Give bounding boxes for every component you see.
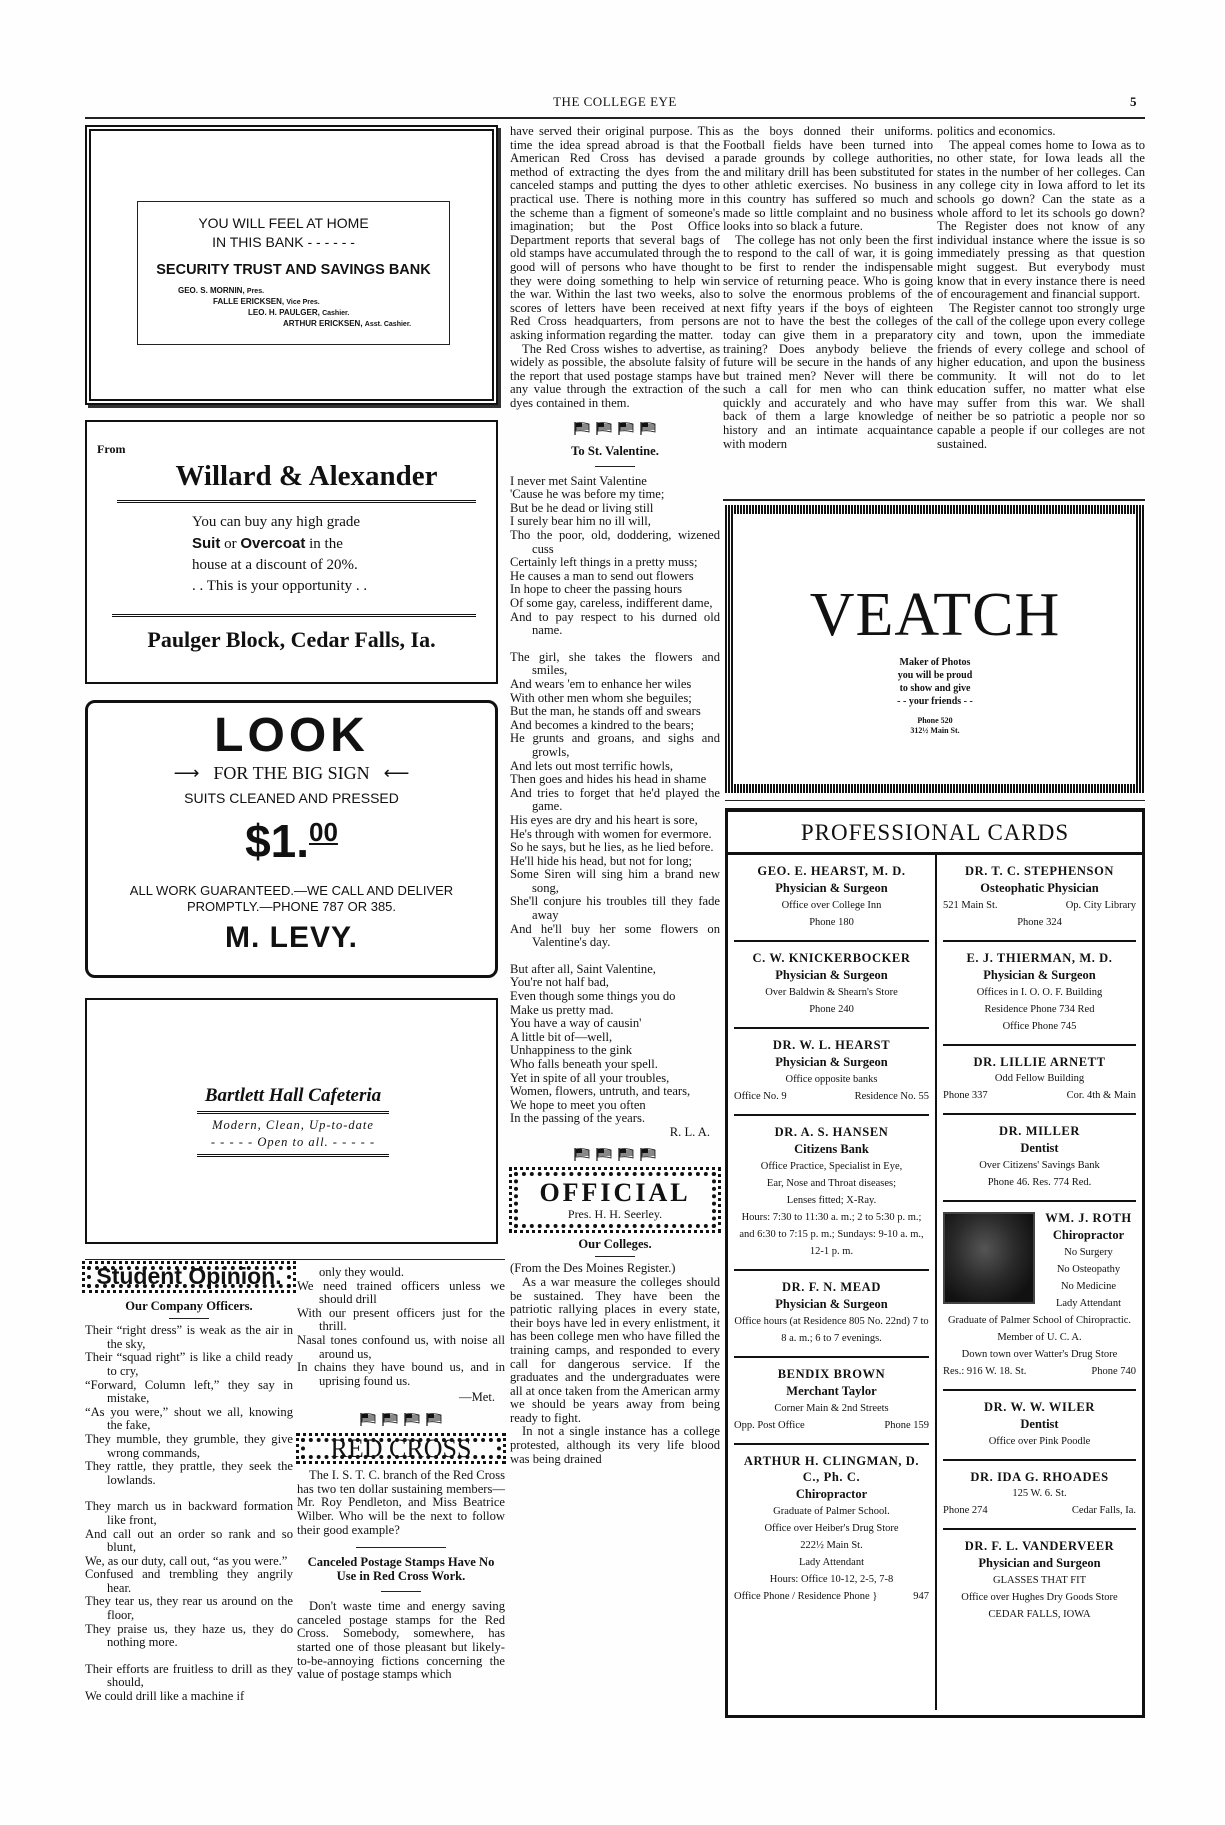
verse-line: In the passing of the years. (510, 1111, 645, 1126)
card-name: BENDIX BROWN (777, 1367, 886, 1381)
verse-line: Certainly left things in a pretty muss; (510, 555, 698, 570)
paragraph: In not a single instance has a college protested, although its very life blood was being drained (510, 1424, 720, 1466)
verse-line: Their “right dress” is weak as the air in the sky, (85, 1323, 293, 1351)
paragraph: have served their original purpose. This time the idea spread abroad is that the American Red Cross has devised a method of extracting the dyes from the canceled stamps and putting the dyes to practical use. There is nothing more in the scheme than a figment of someone's imagination; but the Post Office Department reports that several bags of old stamps have accumulated through the good will of persons who have thought they were doing something to help win the war. Within the last two weeks, also scores of letters have been received at Red Cross headquarters, from persons asking information regarding the matter. (510, 124, 720, 342)
verse-line: We need trained officers unless we should drill (297, 1278, 505, 1307)
verse-line: They praise us, they haze us, they do nothing more. (85, 1621, 293, 1650)
flags-ornament (510, 1148, 720, 1165)
paragraph: politics and economics. (937, 124, 1056, 138)
card-detail: Lady Attendant (798, 1557, 865, 1568)
professional-card (734, 855, 929, 942)
professional-card (734, 1116, 929, 1271)
article-source: (From the Des Moines Register.) (510, 1261, 676, 1276)
detail-left: 521 Main St. (943, 900, 998, 911)
verse-line: A little bit of—well, (510, 1029, 613, 1044)
card-detail: No Medicine (1060, 1281, 1117, 1292)
verse-line: They tear us, they rear us around on the floor, (85, 1594, 293, 1623)
card-name: E. J. THIERMAN, M. D. (966, 951, 1113, 965)
studio-contact (734, 716, 1136, 736)
card-detail: Ear, Nose and Throat diseases; (766, 1178, 897, 1189)
verse-line: Nasal tones confound us, with noise all around us, (297, 1332, 505, 1361)
price-cents: 00 (309, 817, 338, 847)
card-name: ARTHUR H. CLINGMAN, D. C., Ph. C. (743, 1454, 920, 1484)
verse-line: And wears 'em to enhance her wiles (510, 676, 692, 691)
card-role: Merchant Taylor (786, 1384, 877, 1398)
verse-line: Some Siren will sing him a brand new song, (510, 867, 720, 895)
detail-right: Cor. 4th & Main (1066, 1090, 1136, 1101)
poem-title: To St. Valentine. (571, 444, 659, 459)
detail-right: 947 (913, 1591, 929, 1602)
price-dollars: $1. (245, 815, 310, 867)
verse-line: Yet in spite of all your troubles, (510, 1070, 670, 1085)
card-name: DR. IDA G. RHOADES (970, 1470, 1109, 1484)
poem (297, 1280, 505, 1389)
card-detail: Phone 324 (1017, 917, 1062, 928)
verse-line: Confused and trembling they angrily hear. (85, 1567, 293, 1595)
detail-left: Opp. Post Office (734, 1420, 805, 1431)
verse-line: Women, flowers, untruth, and tears, (510, 1084, 691, 1099)
offer-line (192, 533, 402, 555)
verse-line: But the man, he stands off and swears (510, 704, 701, 719)
store-address: Paulger Block, Cedar Falls, Ia. (147, 627, 436, 652)
paragraph: as the boys donned their uniforms. Football fields have been turned into parade grounds by college authorities, and military drill has been substituted for other athletic exercises. No business in this country has suffered so much and made so little complaint and no business looks into so black a future. (723, 124, 933, 234)
card-detail: Odd Fellow Building (994, 1073, 1085, 1084)
card-name: DR. F. N. MEAD (782, 1280, 881, 1294)
card-name: DR. T. C. STEPHENSON (964, 864, 1115, 878)
verse-line: He'll hide his head, but not for long; (510, 853, 693, 868)
levy-advertisement (85, 700, 498, 978)
professional-cards (725, 808, 1145, 1718)
guarantee-line: PROMPTLY.—PHONE 787 OR 385. (186, 899, 397, 914)
verse-line: Unhappiness to the gink (510, 1043, 633, 1058)
verse-line: They mumble, they grumble, they give wrong commands, (85, 1431, 293, 1460)
cafeteria-open: - - - - - Open to all. - - - - - (210, 1135, 376, 1149)
card-role: Dentist (1020, 1417, 1059, 1431)
verse-line: With our present officers just for the thrill. (297, 1305, 505, 1334)
verse-line: And he'll buy her some flowers on Valentine's day. (510, 921, 720, 950)
detail-left: Phone 337 (943, 1090, 988, 1101)
detail-right: Op. City Library (1065, 900, 1136, 911)
professional-card (943, 942, 1136, 1046)
card-detail: Graduate of Palmer School. (773, 1506, 890, 1517)
paragraph: Don't waste time and energy saving canceled postage stamps for the Red Cross. Somebody, somewhere, has started one of those pleasant but likely-to-be-annoying fictions concerning the value of postage stamps which (297, 1599, 505, 1682)
stanza (85, 1663, 293, 1704)
card-detail: Over Baldwin & Shearn's Store (765, 987, 898, 998)
professional-card (734, 1029, 929, 1116)
arrow-left-icon: ⟵ (383, 763, 410, 783)
article-body (510, 125, 720, 410)
store-name: Willard & Alexander (175, 460, 438, 492)
veatch-advertisement (725, 505, 1145, 793)
officer-name: FALLE ERICKSEN, (213, 297, 285, 306)
detail-right: Phone 159 (884, 1420, 929, 1431)
flag-icon (596, 1148, 612, 1165)
card-detail: CEDAR FALLS, IOWA (988, 1609, 1091, 1620)
verse-line: Make us pretty mad. (510, 1002, 614, 1017)
card-detail: Office over College Inn (781, 900, 882, 911)
bank-officer (138, 286, 449, 297)
cafeteria-name: Bartlett Hall Cafeteria (204, 1085, 382, 1106)
flags-ornament (297, 1413, 505, 1430)
card-detail: Residence Phone 734 Red (984, 1004, 1095, 1015)
card-detail: Office hours (at Residence 805 No. 22nd) 7 to 8 a. m.; 6 to 7 evenings. (734, 1316, 929, 1344)
bank-name: SECURITY TRUST AND SAVINGS BANK (156, 262, 431, 278)
professional-card (943, 1530, 1136, 1632)
card-detail: Lady Attendant (1055, 1298, 1122, 1309)
card-detail: Offices in I. O. O. F. Building (976, 987, 1103, 998)
guarantee-line: ALL WORK GUARANTEED.—WE CALL AND DELIVER (129, 883, 454, 898)
from-label: From (97, 442, 126, 456)
official-banner (514, 1172, 716, 1228)
card-detail-pair (734, 1088, 929, 1105)
verse-line: We, as our duty, call out, “as you were.” (85, 1553, 288, 1568)
officer-title: Vice Pres. (286, 299, 320, 306)
cafeteria-content (197, 1085, 389, 1161)
offer-line: . . This is your opportunity . . (192, 578, 368, 594)
stanza (85, 1324, 293, 1487)
flag-icon (574, 422, 590, 439)
card-detail: Down town over Watter's Drug Store (961, 1349, 1118, 1360)
bank-officer (138, 297, 449, 308)
big-sign-line (88, 763, 495, 784)
studio-address: 312½ Main St. (910, 726, 960, 735)
card-role: Physician & Surgeon (775, 1297, 888, 1311)
verse-line: We hope to meet you often (510, 1097, 646, 1112)
poem (510, 475, 720, 1126)
card-name: DR. W. W. WILER (984, 1400, 1095, 1414)
card-detail: Office over Pink Poodle (988, 1436, 1091, 1447)
verse-line: Then goes and hides his head in shame (510, 772, 707, 787)
price (88, 808, 495, 877)
flag-icon (404, 1413, 420, 1430)
professional-card (734, 1445, 929, 1614)
portrait-photo (943, 1212, 1035, 1304)
paragraph: As a war measure the colleges should be sustained. They have been the patriotic rallying places in every state, their boys have led in every enlistment, it has been college men who have filled the training camps, and responded to every call for dangerous service. If the graduates and the undergraduates were all at once taken from the American army we should be years away from being ready to fight. (510, 1274, 720, 1425)
tagline-line: - - your friends - - (897, 696, 973, 707)
tagline-line: to show and give (899, 683, 971, 694)
overcoat-word: Overcoat (240, 535, 306, 552)
official-heading: OFFICIAL (539, 1178, 691, 1208)
verse-line: Their efforts are fruitless to drill as they should, (85, 1661, 293, 1690)
verse-line: Of some gay, careless, indifferent dame, (510, 596, 713, 610)
article-column (723, 125, 933, 451)
verse-line: You have a way of causin' (510, 1016, 642, 1031)
offer-text (192, 512, 402, 597)
verse-line: They rattle, they prattle, they seek the lowlands. (85, 1459, 293, 1487)
flag-icon (618, 1148, 634, 1165)
card-role: Osteophatic Physician (980, 881, 1099, 895)
stanza (297, 1280, 505, 1389)
or-word: or (220, 536, 241, 552)
verse-line: The girl, she takes the flowers and smiles, (510, 649, 720, 678)
professional-card (734, 1358, 929, 1445)
flags-ornament (510, 422, 720, 439)
verse-line: In chains they have bound us, and in uprising found us. (297, 1360, 505, 1388)
card-detail: Office over Heiber's Drug Store (764, 1523, 899, 1534)
detail-right: Phone 740 (1091, 1366, 1136, 1377)
cards-column-left (728, 855, 935, 1710)
verse-line: And to pay respect to his durned old name. (510, 609, 720, 638)
flag-icon (426, 1413, 442, 1430)
card-detail: Hours: 7:30 to 11:30 a. m.; 2 to 5:30 p. m.; and 6:30 to 7:15 p. m.; Sundays: 9-10 a. m., 12-1 p. m. (739, 1212, 924, 1257)
professional-card (943, 1115, 1136, 1202)
verse-line: And call out an order so rank and so blunt, (85, 1526, 293, 1555)
card-name: DR. F. L. VANDERVEER (964, 1539, 1115, 1553)
professional-card (734, 942, 929, 1029)
detail-left: Res.: 916 W. 18. St. (943, 1366, 1027, 1377)
offer-line: You can buy any high grade (192, 514, 361, 530)
card-name: WM. J. ROTH (1045, 1211, 1132, 1225)
poem-title: Our Company Officers. (125, 1298, 253, 1313)
article-body (297, 1600, 505, 1682)
card-detail-pair (734, 1417, 929, 1434)
newspaper-title: THE COLLEGE EYE (553, 94, 677, 109)
card-detail: Office Practice, Specialist in Eye, (760, 1161, 903, 1172)
card-detail: No Surgery (1064, 1247, 1113, 1258)
slogan-line: IN THIS BANK - - - - - - (212, 234, 355, 250)
card-role: Physician & Surgeon (775, 881, 888, 895)
flag-icon (382, 1413, 398, 1430)
slogan-line: YOU WILL FEEL AT HOME (198, 215, 369, 231)
card-role: Physician & Surgeon (775, 968, 888, 982)
verse-line: With other men whom she beguiles; (510, 690, 692, 705)
card-detail: Hours: Office 10-12, 2-5, 7-8 (769, 1574, 894, 1585)
middle-column (510, 125, 720, 1466)
header-rule (85, 117, 1145, 119)
flag-icon (640, 422, 656, 439)
arrow-right-icon: ⟶ (173, 763, 200, 783)
card-role: Citizens Bank (794, 1142, 869, 1156)
card-detail: Over Citizens' Savings Bank (979, 1160, 1100, 1171)
verse-line: So he says, but he lies, as he lied before. (510, 840, 714, 855)
red-cross-banner: RED CROSS (301, 1438, 501, 1460)
section-title: PROFESSIONAL CARDS (728, 812, 1142, 855)
article-headline: Our Colleges. (578, 1236, 652, 1251)
card-role: Physician and Surgeon (978, 1556, 1101, 1570)
card-name: GEO. E. HEARST, M. D. (757, 864, 906, 878)
article-body (510, 1276, 720, 1466)
stanza (510, 475, 720, 638)
bank-advertisement (85, 125, 498, 405)
verse-line: And lets out most terrific howls, (510, 758, 673, 773)
card-detail: Office over Hughes Dry Goods Store (961, 1592, 1118, 1603)
card-detail-pair (943, 1363, 1136, 1380)
card-detail: Office opposite banks (785, 1074, 878, 1085)
poem (85, 1324, 293, 1703)
professional-card (943, 855, 1136, 942)
verse-line: She'll conjure his troubles till they fade away (510, 894, 720, 923)
flag-icon (360, 1413, 376, 1430)
card-name: DR. W. L. HEARST (772, 1038, 891, 1052)
card-detail: Lenses fitted; X-Ray. (786, 1195, 877, 1206)
card-detail: GLASSES THAT FIT (993, 1575, 1086, 1586)
stanza (510, 651, 720, 950)
studio-name: VEATCH (809, 581, 1061, 649)
professional-card (943, 1391, 1136, 1461)
cafeteria-tagline: Modern, Clean, Up-to-date (212, 1118, 374, 1132)
verse-line: “Forward, Column left,” they say in mistake, (85, 1377, 293, 1406)
verse-line: They march us in backward formation like front, (85, 1499, 293, 1527)
card-detail-pair (943, 1087, 1136, 1104)
paragraph: The Red Cross wishes to advertise, as widely as possible, the absolute falsity of the report that used postage stamps have any value through the extraction of the dyes contained in them. (510, 341, 720, 410)
merchant-name: M. LEVY. (224, 921, 359, 954)
card-detail: Office Phone 745 (1002, 1021, 1077, 1032)
student-opinion-continued (297, 1266, 505, 1682)
professional-card (943, 1461, 1136, 1530)
stanza (85, 1500, 293, 1650)
card-detail: Phone 180 (809, 917, 854, 928)
card-detail: Corner Main & 2nd Streets (774, 1403, 889, 1414)
card-role: Physician & Surgeon (983, 968, 1096, 982)
verse-line: He grunts and groans, and sighs and growls, (510, 731, 720, 759)
detail-right: Cedar Falls, Ia. (1071, 1505, 1136, 1516)
bartlett-cafeteria-advertisement (85, 998, 498, 1244)
bank-officer (138, 319, 449, 330)
official-byline: Pres. H. H. Seerley. (567, 1207, 663, 1222)
verse-line: Even though some things you do (510, 989, 676, 1004)
article-column (937, 125, 1145, 451)
page-number: 5 (1130, 94, 1137, 109)
officer-title: Pres. (246, 288, 265, 295)
card-detail: 222½ Main St. (800, 1540, 863, 1551)
verse-line: We could drill like a machine if (85, 1689, 245, 1704)
verse-line: Tho the poor, old, doddering, wizened cuss (510, 528, 720, 556)
verse-line: 'Cause he was before my time; (510, 487, 665, 502)
paragraph: The Register cannot too strongly urge the call of the college upon every college city and town, upon the immediate friends of every college and school of higher education, and upon the business community. It will not do to let education suffer, no matter what else may suffer from this war. We shall neither be so patriotic a people nor so capable a people if our colleges are not sustained. (937, 300, 1145, 451)
officer-name: GEO. S. MORNIN, (178, 286, 245, 295)
card-name: DR. LILLIE ARNETT (973, 1055, 1106, 1069)
flag-icon (640, 1148, 656, 1165)
card-detail: Phone 240 (809, 1004, 854, 1015)
card-role: Physician & Surgeon (775, 1055, 888, 1069)
verse-line: I never met Saint Valentine (510, 473, 647, 488)
officer-title: Asst. Cashier. (364, 321, 412, 328)
tagline-line: Maker of Photos (899, 657, 971, 668)
card-role: Dentist (1020, 1141, 1059, 1155)
look-heading: LOOK (214, 709, 369, 762)
card-detail-pair (943, 1502, 1136, 1519)
flag-icon (596, 422, 612, 439)
verse-line: His eyes are dry and his heart is sore, (510, 812, 698, 827)
card-detail: Graduate of Palmer School of Chiropractic. (947, 1315, 1132, 1326)
card-name: DR. A. S. HANSEN (774, 1125, 889, 1139)
professional-card (734, 1271, 929, 1358)
card-detail-pair (734, 1588, 929, 1605)
verse-line: And tries to forget that he'd played the game. (510, 785, 720, 814)
card-detail: 125 W. 6. St. (1012, 1488, 1067, 1499)
detail-left: Office Phone / Residence Phone } (734, 1591, 878, 1602)
verse-line: And becomes a kindred to the bears; (510, 717, 694, 732)
paragraph: The college has not only been the first to respond to the call of war, it is going to be first to render the indispensable service of returning peace. Who is going to solve the enormous problems of the next fifty years if the boys of eighteen are not to have the best the colleges of today can give them in a preparatory training? Does anybody believe the future will be secure in the hands of any but trained men? Never will there be such a call for men who can think quickly and accurately and who have back of them a large knowledge of history and an intimate acquaintance with modern (723, 232, 933, 451)
bank-slogan (138, 214, 449, 252)
card-detail: No Osteopathy (1056, 1264, 1121, 1275)
poem-signature: R. L. A. (669, 1124, 710, 1139)
paragraph: The appeal comes home to Iowa as to no other state, for Iowa leads all the states in the number of her colleges. Can any college city in Iowa afford to let its schools go down? Can the state as a whole afford to let its schools go down? The Register does not know of any individual instance where the issue is so immediately pressing as that question might suggest. But everybody must know that in every instance there is need of encouragement and financial support. (937, 137, 1145, 302)
verse-line: Who falls beneath your spell. (510, 1057, 658, 1071)
article-headline: Canceled Postage Stamps Have No Use in Red Cross Work. (307, 1555, 495, 1583)
cards-column-right (935, 855, 1142, 1710)
offer-line-end: in the (305, 536, 343, 552)
service-text: SUITS CLEANED AND PRESSED (184, 790, 399, 806)
card-role: Chiropractor (795, 1487, 868, 1501)
verse-line: He causes a man to send out flowers (510, 568, 694, 583)
card-role: Chiropractor (1052, 1228, 1125, 1242)
verse-line: You're not half bad, (510, 975, 609, 990)
detail-left: Office No. 9 (734, 1091, 787, 1102)
card-name: C. W. KNICKERBOCKER (752, 951, 911, 965)
professional-card (943, 1046, 1136, 1115)
guarantee-text (88, 883, 495, 915)
flag-icon (574, 1148, 590, 1165)
verse-line: Their “squad right” is like a child ready to cry, (85, 1350, 293, 1378)
sign-text: FOR THE BIG SIGN (213, 763, 370, 783)
verse-line: I surely bear him no ill will, (510, 514, 651, 529)
verse-line: But after all, Saint Valentine, (510, 961, 656, 976)
stanza (510, 963, 720, 1126)
tagline-line: you will be proud (897, 670, 973, 681)
bank-officers (138, 286, 449, 330)
detail-right: Residence No. 55 (854, 1091, 929, 1102)
officer-title: Cashier. (322, 310, 350, 317)
card-detail: Member of U. C. A. (997, 1332, 1082, 1343)
card-name: DR. MILLER (998, 1124, 1080, 1138)
flag-icon (618, 422, 634, 439)
studio-phone: Phone 520 (917, 716, 953, 725)
bank-officer (138, 308, 449, 319)
officer-name: LEO. H. PAULGER, (248, 308, 320, 317)
professional-card (943, 1202, 1136, 1391)
verse-line: But be he dead or living still (510, 500, 654, 515)
willard-alexander-advertisement (85, 420, 498, 684)
verse-line: “As you were,” shout we all, knowing the fake, (85, 1404, 293, 1433)
verse-line: He's through with women for evermore. (510, 826, 712, 841)
student-opinion-banner: Student Opinion. (87, 1266, 291, 1288)
studio-tagline (734, 656, 1136, 708)
detail-left: Phone 274 (943, 1505, 988, 1516)
officer-name: ARTHUR ERICKSEN, (283, 319, 363, 328)
offer-line: house at a discount of 20%. (192, 557, 358, 573)
student-opinion-column (85, 1263, 293, 1717)
poem-signature: —Met. (458, 1390, 495, 1405)
verse-line: only they would. (319, 1265, 405, 1279)
card-detail-pair (943, 897, 1136, 914)
paragraph: The I. S. T. C. branch of the Red Cross has two ten dollar sustaining members—Mr. Roy Pendleton, and Miss Beatrice Wilber. Who will be the next to follow their good example? (297, 1468, 505, 1537)
verse-line: In hope to cheer the passing hours (510, 582, 683, 597)
card-detail: Phone 46. Res. 774 Red. (987, 1177, 1092, 1188)
suit-word: Suit (192, 535, 221, 552)
